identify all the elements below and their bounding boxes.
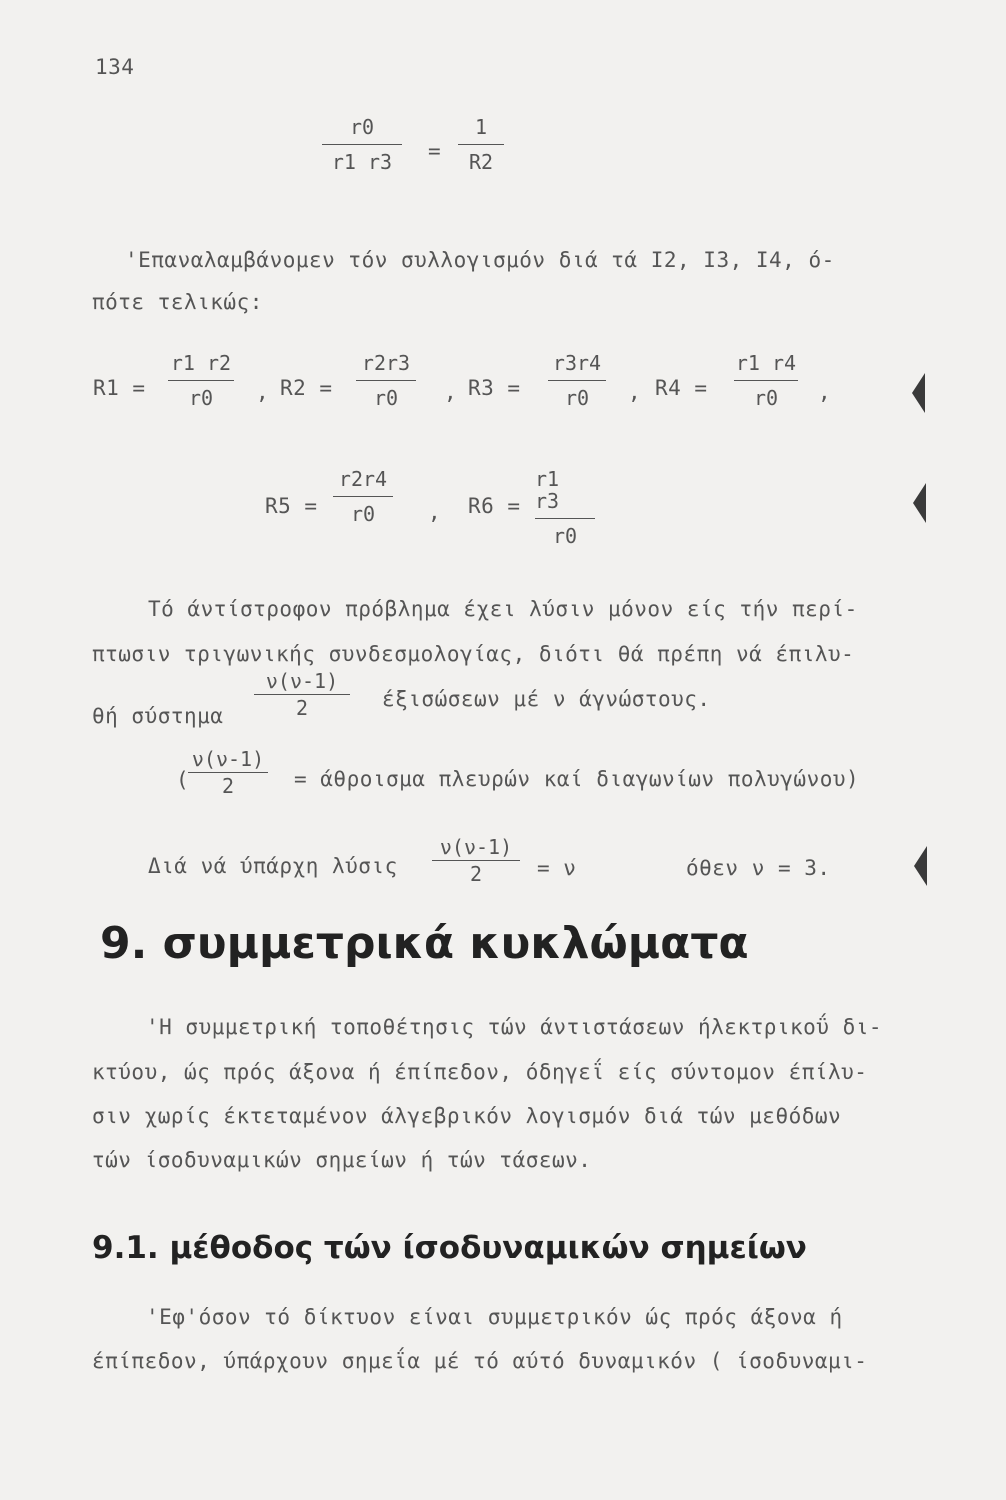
- paragraph-line: σιν χωρίς έκτεταμένον άλγεβρικόν λογισμόν διά τών μεθόδων: [92, 1104, 842, 1128]
- paragraph-line: 'Επαναλαμβάνομεν τόν συλλογισμόν διά τά I2, I3, I4, ό-: [125, 248, 835, 272]
- fraction-numerator: r3r4: [552, 351, 602, 375]
- fraction-numerator: 1: [474, 115, 488, 139]
- paragraph-line: 'Η συμμετρική τοποθέτησις τών άντιστάσεων ήλεκτρικοΰ δι-: [146, 1015, 883, 1039]
- equation-lhs: R4 =: [655, 376, 708, 400]
- paragraph-line: κτύου, ώς πρός άξονα ή έπίπεδον, όδηγεΐ είς σύντομον έπίλυ-: [92, 1060, 868, 1084]
- equation-lhs: R6 =: [468, 494, 521, 518]
- separator: ,: [444, 380, 458, 404]
- fraction-denominator: r0: [373, 386, 399, 410]
- equation-lhs: R5 =: [265, 494, 318, 518]
- fraction-numerator: r1 r2: [170, 351, 232, 375]
- fraction-bar: [254, 694, 350, 695]
- fraction-denominator: R2: [468, 150, 494, 174]
- fraction-bar: [432, 860, 520, 861]
- separator: ,: [256, 380, 270, 404]
- fraction-numerator: ν(ν-1): [265, 669, 339, 693]
- paragraph-line: θή σύστημα: [92, 704, 224, 728]
- fraction-numerator: r0: [349, 115, 375, 139]
- section-heading: 9. συμμετρικά κυκλώματα: [100, 918, 749, 969]
- note-text: = άθροισμα πλευρών καί διαγωνίων πολυγώνου): [294, 767, 860, 791]
- separator: ,: [628, 380, 642, 404]
- inline-fraction: [432, 836, 520, 885]
- fraction-bar: [188, 772, 268, 773]
- fraction-denominator: r1 r3: [331, 150, 393, 174]
- equals-sign: =: [428, 139, 442, 163]
- fraction-numerator: r1 r4: [735, 351, 797, 375]
- fraction-numerator: ν(ν-1): [439, 835, 513, 859]
- paragraph-line: πτωσιν τριγωνικής συνδεσμολογίας, διότι θά πρέπη νά έπιλυ-: [92, 642, 855, 666]
- fraction-denominator: r0: [350, 502, 376, 526]
- fraction-numerator: r2r3: [361, 351, 411, 375]
- fraction-denominator: r0: [564, 386, 590, 410]
- margin-marker-icon: [913, 483, 926, 523]
- inline-fraction: [254, 670, 350, 719]
- inline-fraction: [188, 748, 268, 797]
- paragraph-line: έπίπεδον, ύπάρχουν σημεΐα μέ τό αύτό δυναμικόν ( ίσοδυναμι-: [92, 1349, 868, 1373]
- equation-lhs: R1 =: [93, 376, 146, 400]
- eq-top-left-fraction: [322, 116, 402, 173]
- equation-fraction: [333, 468, 393, 525]
- equation-lhs: R2 =: [280, 376, 333, 400]
- paragraph-line: Τό άντίστροφον πρόβλημα έχει λύσιν μόνον είς τήν περί-: [148, 597, 858, 621]
- fraction-numerator: r1 r3: [535, 467, 560, 513]
- equation-fraction: [356, 352, 416, 409]
- fraction-numerator: r2r4: [338, 467, 388, 491]
- fraction-bar: [333, 496, 393, 497]
- solution-eq: = ν: [537, 856, 577, 880]
- paragraph-line: τών ίσοδυναμικών σημείων ή τών τάσεων.: [92, 1148, 592, 1172]
- equation-lhs: R3 =: [468, 376, 521, 400]
- solution-text: Διά νά ύπάρχη λύσις: [148, 854, 398, 878]
- fraction-bar: [535, 518, 595, 519]
- fraction-bar: [734, 380, 798, 381]
- fraction-denominator: 2: [469, 862, 483, 886]
- fraction-denominator: r0: [552, 524, 578, 548]
- page-number: 134: [95, 55, 135, 79]
- fraction-denominator: r0: [188, 386, 214, 410]
- fraction-denominator: r0: [753, 386, 779, 410]
- subsection-heading: 9.1. μέθοδος τών ίσοδυναμικών σημείων: [92, 1230, 807, 1266]
- eq-top-right-fraction: [458, 116, 504, 173]
- fraction-bar: [168, 380, 234, 381]
- solution-result: όθεν ν = 3.: [686, 856, 831, 880]
- equation-fraction: [168, 352, 234, 409]
- fraction-bar: [458, 144, 504, 145]
- fraction-denominator: 2: [221, 774, 235, 798]
- equation-fraction: [535, 468, 595, 547]
- fraction-denominator: 2: [295, 696, 309, 720]
- margin-marker-icon: [912, 373, 925, 413]
- fraction-bar: [356, 380, 416, 381]
- margin-marker-icon: [914, 846, 927, 886]
- open-paren: (: [176, 768, 190, 792]
- separator: ,: [428, 500, 442, 524]
- fraction-bar: [322, 144, 402, 145]
- equation-fraction: [734, 352, 798, 409]
- equation-fraction: [548, 352, 606, 409]
- fraction-numerator: ν(ν-1): [191, 747, 265, 771]
- paragraph-line: έξισώσεων μέ ν άγνώστους.: [382, 687, 711, 711]
- fraction-bar: [548, 380, 606, 381]
- separator: ,: [818, 380, 832, 404]
- paragraph-line: 'Εφ'όσον τό δίκτυον είναι συμμετρικόν ώς πρός άξονα ή: [146, 1305, 843, 1329]
- paragraph-line: πότε τελικώς:: [92, 290, 263, 314]
